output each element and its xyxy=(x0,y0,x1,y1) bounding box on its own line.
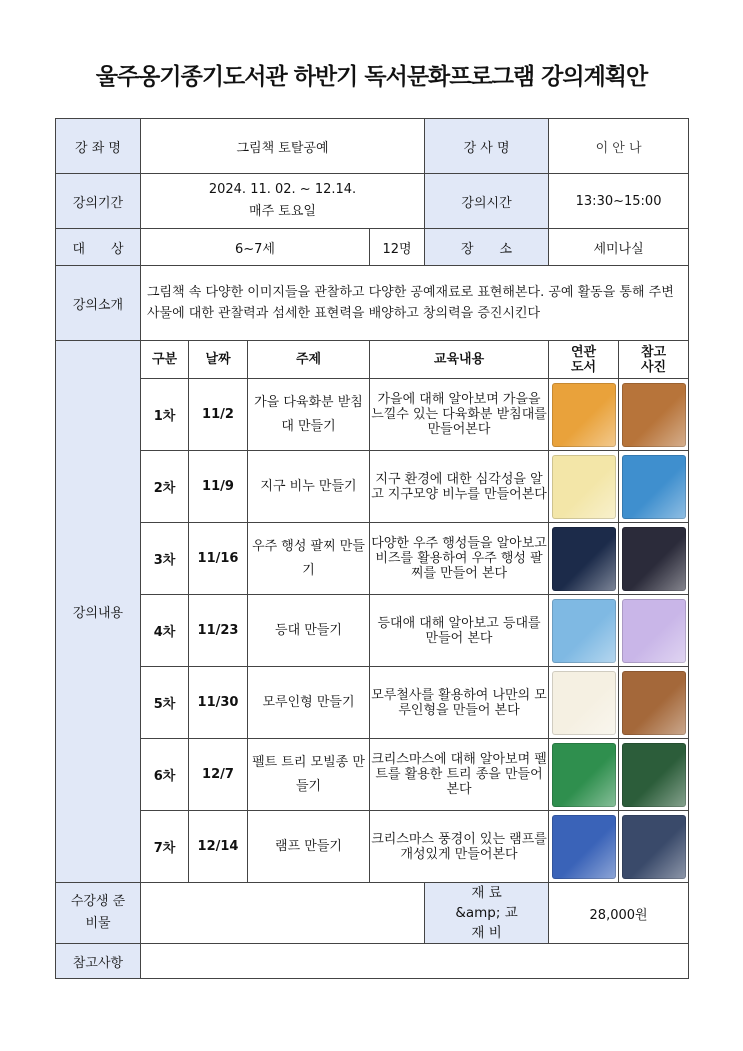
period-dates: 2024. 11. 02. ~ 12.14. xyxy=(208,182,357,197)
session-date: 12/7 xyxy=(189,739,248,811)
target-label: 대 상 xyxy=(56,229,141,266)
session-content: 등대애 대해 알아보고 등대를 만들어 본다 xyxy=(370,595,549,667)
book-cover-cell xyxy=(549,811,619,883)
lamp-photo-icon xyxy=(622,815,686,879)
session-topic: 우주 행성 팔찌 만들기 xyxy=(248,523,370,595)
session-topic: 모루인형 만들기 xyxy=(248,667,370,739)
period-weekday: 매주 토요일 xyxy=(249,204,316,219)
session-date: 11/30 xyxy=(189,667,248,739)
book-cover-cell xyxy=(549,595,619,667)
course-name-value: 그림책 토탈공예 xyxy=(141,119,425,174)
photo-cell xyxy=(619,451,689,523)
session-topic: 램프 만들기 xyxy=(248,811,370,883)
topic-header: 주제 xyxy=(248,341,370,379)
materials-row xyxy=(56,883,689,944)
target-count: 12명 xyxy=(370,229,425,266)
felt-tree-photo-icon xyxy=(622,743,686,807)
christmas-book-cover-icon xyxy=(552,743,616,807)
space-book-cover-icon xyxy=(552,527,616,591)
session-topic: 펠트 트리 모빌종 만들기 xyxy=(248,739,370,811)
session-number: 7차 xyxy=(141,811,189,883)
intro-row xyxy=(56,266,689,341)
target-row xyxy=(56,229,689,266)
bead-bracelet-photo-icon xyxy=(622,527,686,591)
lighthouse-book-cover-icon xyxy=(552,599,616,663)
session-number: 4차 xyxy=(141,595,189,667)
fee-label: 재 료 &amp; 교 재 비 xyxy=(425,883,549,944)
earth-book-cover-icon xyxy=(552,455,616,519)
teddy-doll-photo-icon xyxy=(622,671,686,735)
notes-value xyxy=(141,944,689,979)
schedule-row xyxy=(56,523,689,595)
photo-cell xyxy=(619,523,689,595)
schedule-header-row xyxy=(56,341,689,379)
materials-value xyxy=(141,883,425,944)
content-label: 강의내용 xyxy=(56,341,141,883)
content-header: 교육내용 xyxy=(370,341,549,379)
instructor-label: 강 사 명 xyxy=(425,119,549,174)
period-value xyxy=(141,174,425,229)
photo-cell xyxy=(619,595,689,667)
date-header: 날짜 xyxy=(189,341,248,379)
book-cover-cell xyxy=(549,379,619,451)
session-topic: 가을 다육화분 받침대 만들기 xyxy=(248,379,370,451)
schedule-row xyxy=(56,739,689,811)
target-age: 6~7세 xyxy=(141,229,370,266)
time-label: 강의시간 xyxy=(425,174,549,229)
session-number: 5차 xyxy=(141,667,189,739)
place-value: 세미나실 xyxy=(549,229,689,266)
session-number: 1차 xyxy=(141,379,189,451)
course-name-label: 강 좌 명 xyxy=(56,119,141,174)
session-topic: 등대 만들기 xyxy=(248,595,370,667)
earth-soap-photo-icon xyxy=(622,455,686,519)
session-number: 3차 xyxy=(141,523,189,595)
schedule-row xyxy=(56,595,689,667)
session-content: 모루철사를 활용하여 나만의 모루인형을 만들어 본다 xyxy=(370,667,549,739)
period-row xyxy=(56,174,689,229)
intro-label: 강의소개 xyxy=(56,266,141,341)
session-content: 다양한 우주 행성들을 알아보고 비즈를 활용하여 우주 행성 팔찌를 만들어 본다 xyxy=(370,523,549,595)
session-topic: 지구 비누 만들기 xyxy=(248,451,370,523)
santa-book-cover-icon xyxy=(552,815,616,879)
session-content: 가을에 대해 알아보며 가을을 느낄수 있는 다육화분 받침대를 만들어본다 xyxy=(370,379,549,451)
notes-label: 참고사항 xyxy=(56,944,141,979)
course-row xyxy=(56,119,689,174)
session-content: 지구 환경에 대한 심각성을 알고 지구모양 비누를 만들어본다 xyxy=(370,451,549,523)
session-content: 크리스마스 풍경이 있는 램프를 개성있게 만들어본다 xyxy=(370,811,549,883)
session-number: 6차 xyxy=(141,739,189,811)
book-cover-cell xyxy=(549,739,619,811)
book-cover-cell xyxy=(549,667,619,739)
session-date: 11/16 xyxy=(189,523,248,595)
photo-cell xyxy=(619,379,689,451)
session-header: 구분 xyxy=(141,341,189,379)
book-cover-cell xyxy=(549,523,619,595)
session-date: 11/9 xyxy=(189,451,248,523)
autumn-book-cover-icon xyxy=(552,383,616,447)
fee-value: 28,000원 xyxy=(549,883,689,944)
schedule-row xyxy=(56,451,689,523)
instructor-value: 이 안 나 xyxy=(549,119,689,174)
plant-stand-photo-icon xyxy=(622,383,686,447)
schedule-row xyxy=(56,379,689,451)
session-date: 11/2 xyxy=(189,379,248,451)
intro-text: 그림책 속 다양한 이미지들을 관찰하고 다양한 공예재료로 표현해본다. 공예 활동을 통해 주변사물에 대한 관찰력과 섬세한 표현력을 배양하고 창의력을 증진시킨다 xyxy=(141,266,689,341)
session-date: 12/14 xyxy=(189,811,248,883)
time-value: 13:30~15:00 xyxy=(549,174,689,229)
photo-header: 참고 사진 xyxy=(619,341,689,379)
session-content: 크리스마스에 대해 알아보며 펠트를 활용한 트리 종을 만들어본다 xyxy=(370,739,549,811)
materials-label: 수강생 준비물 xyxy=(56,883,141,944)
lecture-plan-table xyxy=(55,118,689,979)
book-cover-cell xyxy=(549,451,619,523)
page-title: 울주옹기종기도서관 하반기 독서문화프로그램 강의계획안 xyxy=(95,64,648,90)
schedule-row xyxy=(56,667,689,739)
book-header: 연관 도서 xyxy=(549,341,619,379)
schedule-row xyxy=(56,811,689,883)
doll-book-cover-icon xyxy=(552,671,616,735)
place-label: 장 소 xyxy=(425,229,549,266)
period-label: 강의기간 xyxy=(56,174,141,229)
photo-cell xyxy=(619,811,689,883)
photo-cell xyxy=(619,739,689,811)
notes-row xyxy=(56,944,689,979)
session-date: 11/23 xyxy=(189,595,248,667)
session-number: 2차 xyxy=(141,451,189,523)
photo-cell xyxy=(619,667,689,739)
lighthouse-photo-icon xyxy=(622,599,686,663)
